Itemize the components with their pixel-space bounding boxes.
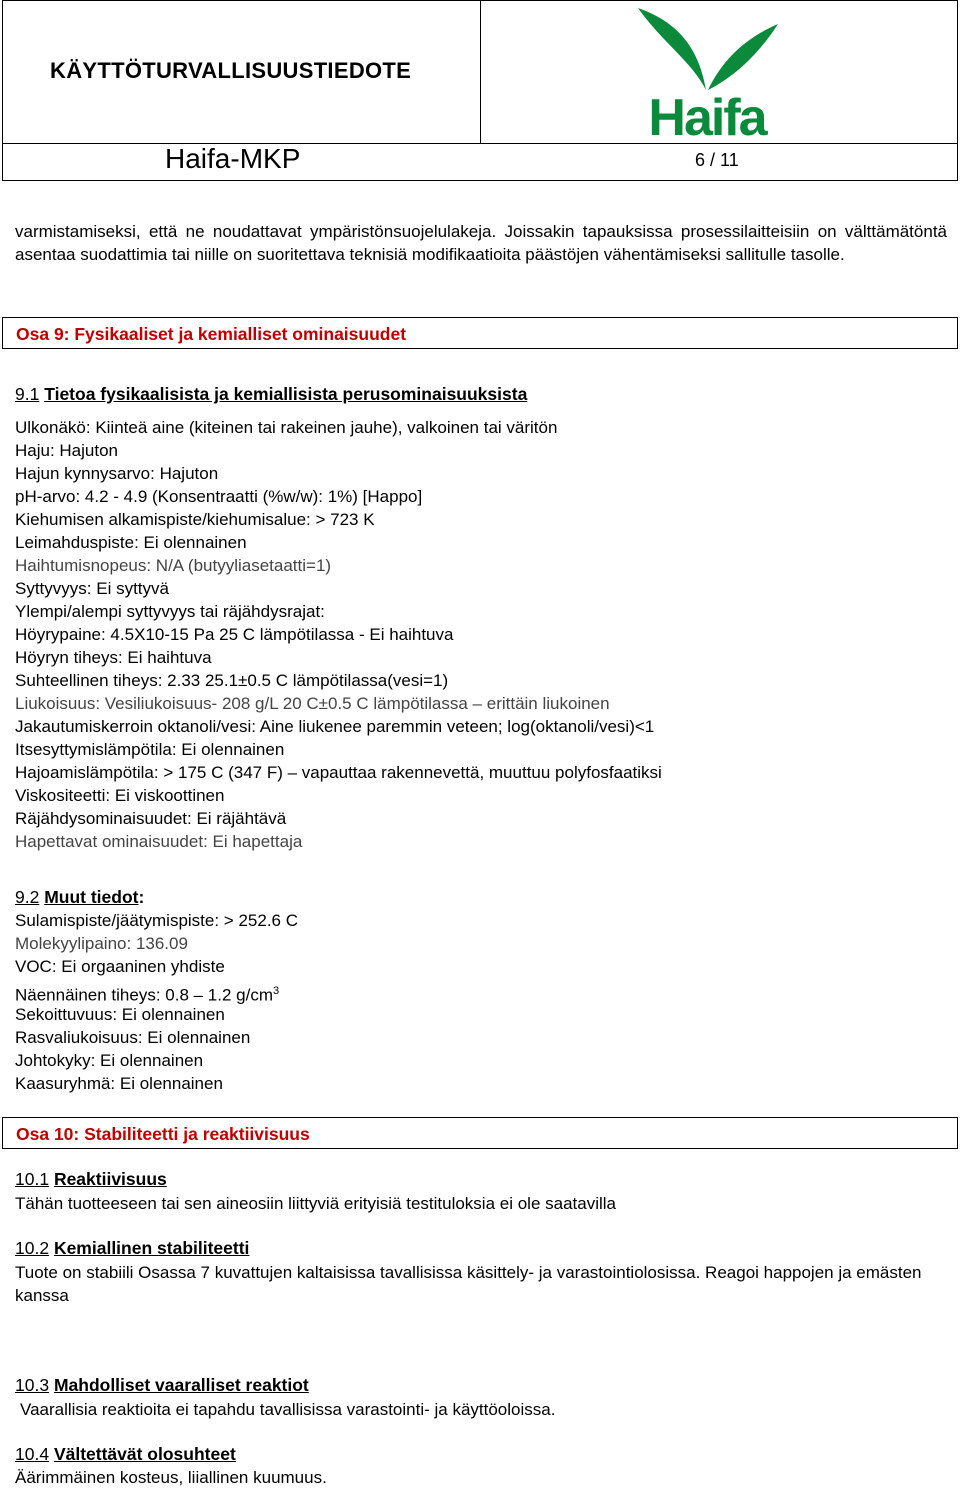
property-line: Syttyvyys: Ei syttyvä	[15, 579, 169, 598]
other-info-list	[15, 909, 955, 1095]
product-row	[2, 143, 958, 181]
property-line: Räjähdysominaisuudet: Ei räjähtävä	[15, 809, 287, 828]
density-line	[15, 978, 955, 1003]
property-line: Suhteellinen tiheys: 2.33 25.1±0.5 C lämpötilassa(vesi=1)	[15, 671, 449, 690]
section-9-header	[2, 317, 958, 349]
subsection-number: 10.3	[15, 1375, 50, 1395]
subsection-10-4-heading	[15, 1444, 236, 1465]
property-line: Hapettavat ominaisuudet: Ei hapettaja	[15, 832, 303, 851]
property-line: Hajun kynnysarvo: Hajuton	[15, 464, 219, 483]
subsection-number: 9.1	[15, 384, 40, 404]
intro-paragraph: varmistamiseksi, että ne noudattavat ympäristönsuojelulakeja. Joissakin tapauksissa prosessilaitteisiin on välttämätöntä asentaa suodattimia tai niille on suoritettava teknisiä modifikaatioita päästöjen vähentämiseksi sallitulle tasolle.	[15, 222, 947, 264]
subsection-number: 10.2	[15, 1238, 50, 1258]
section-10-title: Osa 10: Stabiliteetti ja reaktiivisuus	[16, 1124, 310, 1144]
property-line: Liukoisuus: Vesiliukoisuus- 208 g/L 20 C±0.5 C lämpötilassa – erittäin liukoinen	[15, 694, 610, 713]
property-line: Höyryn tiheys: Ei haihtuva	[15, 648, 212, 667]
property-line: Kiehumisen alkamispiste/kiehumisalue: > 723 K	[15, 510, 375, 529]
intro-block	[15, 220, 947, 266]
density-superscript: 3	[273, 985, 280, 997]
property-line: Ulkonäkö: Kiinteä aine (kiteinen tai rakeinen jauhe), valkoinen tai väritön	[15, 418, 558, 437]
subsection-10-1-heading	[15, 1169, 167, 1190]
subsection-10-1-text: Tähän tuotteeseen tai sen aineosiin liittyviä erityisiä testituloksia ei ole saatavilla	[15, 1194, 616, 1213]
subsection-title: Kemiallinen stabiliteetti	[53, 1238, 250, 1258]
property-line: Ylempi/alempi syttyvyys tai räjähdysrajat:	[15, 602, 325, 621]
document-title: KÄYTTÖTURVALLISUUSTIEDOTE	[50, 58, 412, 83]
subsection-number: 10.4	[15, 1444, 50, 1464]
property-line: Itsesyttymislämpötila: Ei olennainen	[15, 740, 285, 759]
property-line: Haju: Hajuton	[15, 441, 119, 460]
subsection-title: Muut tiedot	[44, 887, 139, 907]
subsection-title: Vältettävät olosuhteet	[53, 1444, 236, 1464]
logo-wordmark: Haifa	[648, 89, 766, 142]
subsection-10-4-text: Äärimmäinen kosteus, liiallinen kuumuus.	[15, 1468, 327, 1487]
density-text: Näennäinen tiheys: 0.8 – 1.2 g/cm	[15, 985, 273, 1005]
subsection-title: Mahdolliset vaaralliset reaktiot	[53, 1375, 309, 1395]
subsection-9-1-heading	[15, 384, 527, 405]
subsection-9-2-heading	[15, 887, 144, 908]
property-line: Hajoamislämpötila: > 175 C (347 F) – vapauttaa rakennevettä, muuttuu polyfosfaatiksi	[15, 763, 662, 782]
property-line: Jakautumiskerroin oktanoli/vesi: Aine liukenee paremmin veteen; log(oktanoli/vesi)<1	[15, 717, 655, 736]
subsection-colon: :	[138, 887, 145, 907]
other-line: Sulamispiste/jäätymispiste: > 252.6 C	[15, 911, 298, 930]
property-line: Haihtumisnopeus: N/A (butyyliasetaatti=1)	[15, 556, 332, 575]
subsection-10-3-heading	[15, 1375, 309, 1396]
property-list	[15, 416, 955, 853]
other-line: Rasvaliukoisuus: Ei olennainen	[15, 1028, 251, 1047]
property-line: pH-arvo: 4.2 - 4.9 (Konsentraatti (%w/w): 1%) [Happo]	[15, 487, 423, 506]
product-name: Haifa-MKP	[165, 143, 301, 174]
property-line: Leimahduspiste: Ei olennainen	[15, 533, 247, 552]
other-line: Kaasuryhmä: Ei olennainen	[15, 1074, 223, 1093]
other-line: Molekyylipaino: 136.09	[15, 934, 188, 953]
subsection-number: 9.2	[15, 887, 40, 907]
subsection-number: 10.1	[15, 1169, 50, 1189]
other-line: VOC: Ei orgaaninen yhdiste	[15, 957, 225, 976]
section-9-title: Osa 9: Fysikaaliset ja kemialliset ominaisuudet	[16, 324, 407, 344]
subsection-10-3-text: Vaarallisia reaktioita ei tapahdu tavallisissa varastointi- ja käyttöoloissa.	[20, 1400, 556, 1419]
other-line: Sekoittuvuus: Ei olennainen	[15, 1005, 225, 1024]
haifa-logo	[632, 2, 782, 142]
document-header	[2, 0, 958, 180]
subsection-10-2-heading	[15, 1238, 249, 1259]
page-number: 6 / 11	[695, 150, 739, 170]
subsection-title: Tietoa fysikaalisista ja kemiallisista perusominaisuuksista	[44, 384, 528, 404]
property-line: Viskositeetti: Ei viskoottinen	[15, 786, 225, 805]
subsection-title: Reaktiivisuus	[53, 1169, 167, 1189]
subsection-10-2-text: Tuote on stabiili Osassa 7 kuvattujen kaltaisissa tavallisissa käsittely- ja varastointiolosissa. Reagoi happojen ja emästen kanssa	[15, 1263, 922, 1305]
other-line: Johtokyky: Ei olennainen	[15, 1051, 204, 1070]
property-line: Höyrypaine: 4.5X10-15 Pa 25 C lämpötilassa - Ei haihtuva	[15, 625, 454, 644]
section-10-header	[2, 1117, 958, 1149]
